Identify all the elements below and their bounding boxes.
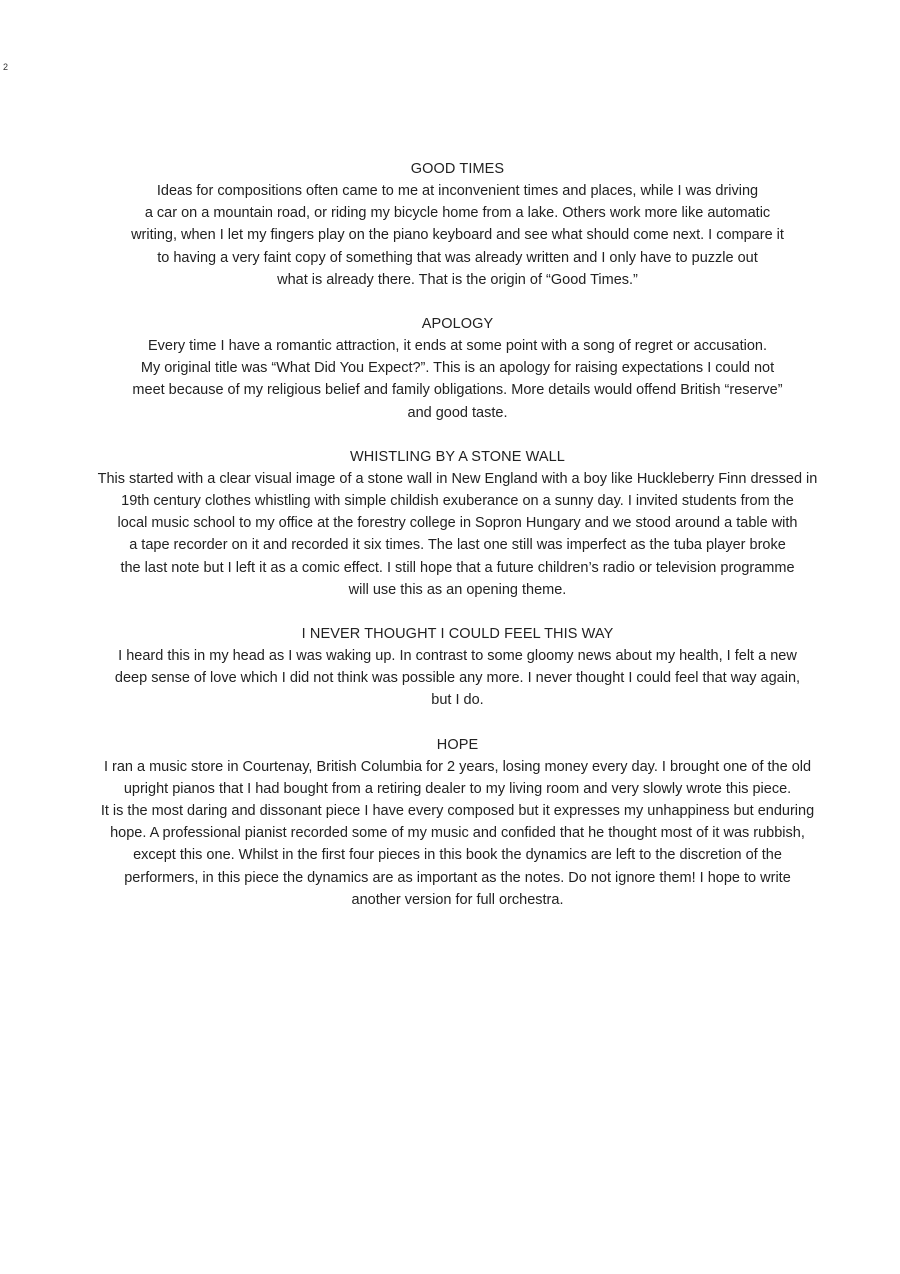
- text-line: a car on a mountain road, or riding my bicycle home from a lake. Others work more like automatic: [144, 205, 771, 222]
- text-line: This started with a clear visual image of a stone wall in New England with a boy like Huckleberry Finn dressed in: [97, 470, 818, 487]
- section-title: HOPE: [436, 736, 479, 753]
- text-line: what is already there. That is the origin of “Good Times.”: [277, 271, 638, 288]
- text-line: to having a very faint copy of something that was already written and I only have to puzzle out: [157, 249, 758, 266]
- text-line: except this one. Whilst in the first four pieces in this book the dynamics are left to the discretion of the: [133, 847, 782, 864]
- section-title: GOOD TIMES: [410, 161, 505, 177]
- section-title: I NEVER THOUGHT I COULD FEEL THIS WAY: [301, 626, 614, 643]
- section-title: APOLOGY: [421, 316, 494, 333]
- text-line: but I do.: [431, 692, 484, 709]
- section-hope: [40, 734, 875, 911]
- text-line: meet because of my religious belief and family obligations. More details would offend British “reserve”: [132, 382, 783, 399]
- page-number: 2: [3, 62, 9, 72]
- text-line: the last note but I left it as a comic effect. I still hope that a future children’s radio or television programme: [120, 559, 795, 576]
- text-line: 19th century clothes whistling with simple childish exuberance on a sunny day. I invited students from the: [121, 493, 794, 510]
- text-line: and good taste.: [407, 404, 508, 421]
- text-line: hope. A professional pianist recorded some of my music and confided that he thought most of it was rubbish,: [110, 825, 805, 842]
- section-paragraph: [40, 645, 875, 712]
- section-whistling-by-a-stone-wall: [40, 446, 875, 601]
- text-line: another version for full orchestra.: [351, 891, 564, 908]
- text-line: Ideas for compositions often came to me at inconvenient times and places, while I was driving: [156, 183, 759, 199]
- section-apology: [40, 313, 875, 424]
- text-line: Every time I have a romantic attraction, it ends at some point with a song of regret or accusation.: [148, 338, 767, 355]
- section-paragraph: [40, 468, 875, 601]
- text-line: will use this as an opening theme.: [348, 581, 567, 598]
- document-body: [40, 158, 875, 933]
- text-line: upright pianos that I had bought from a retiring dealer to my living room and very slowly wrote this piece.: [123, 780, 792, 797]
- section-paragraph: [40, 335, 875, 424]
- text-line: local music school to my office at the forestry college in Sopron Hungary and we stood around a table with: [117, 515, 798, 532]
- section-paragraph: [40, 180, 875, 291]
- section-title: WHISTLING BY A STONE WALL: [350, 448, 565, 465]
- text-line: I ran a music store in Courtenay, British Columbia for 2 years, losing money every day. I brought one of the old: [103, 758, 812, 775]
- section-good-times: [40, 158, 875, 291]
- text-line: My original title was “What Did You Expect?”. This is an apology for raising expectations I could not: [140, 360, 775, 377]
- text-line: a tape recorder on it and recorded it six times. The last one still was imperfect as the tuba player broke: [129, 537, 786, 554]
- section-i-never-thought: [40, 623, 875, 712]
- section-paragraph: [40, 756, 875, 911]
- text-line: performers, in this piece the dynamics are as important as the notes. Do not ignore them! I hope to write: [124, 869, 791, 886]
- text-line: writing, when I let my fingers play on the piano keyboard and see what should come next. I compare it: [131, 227, 784, 244]
- text-line: deep sense of love which I did not think was possible any more. I never thought I could feel that way again,: [114, 670, 801, 687]
- text-line: I heard this in my head as I was waking up. In contrast to some gloomy news about my health, I felt a new: [118, 648, 797, 665]
- text-line: It is the most daring and dissonant piece I have every composed but it expresses my unhappiness but enduring: [100, 803, 815, 820]
